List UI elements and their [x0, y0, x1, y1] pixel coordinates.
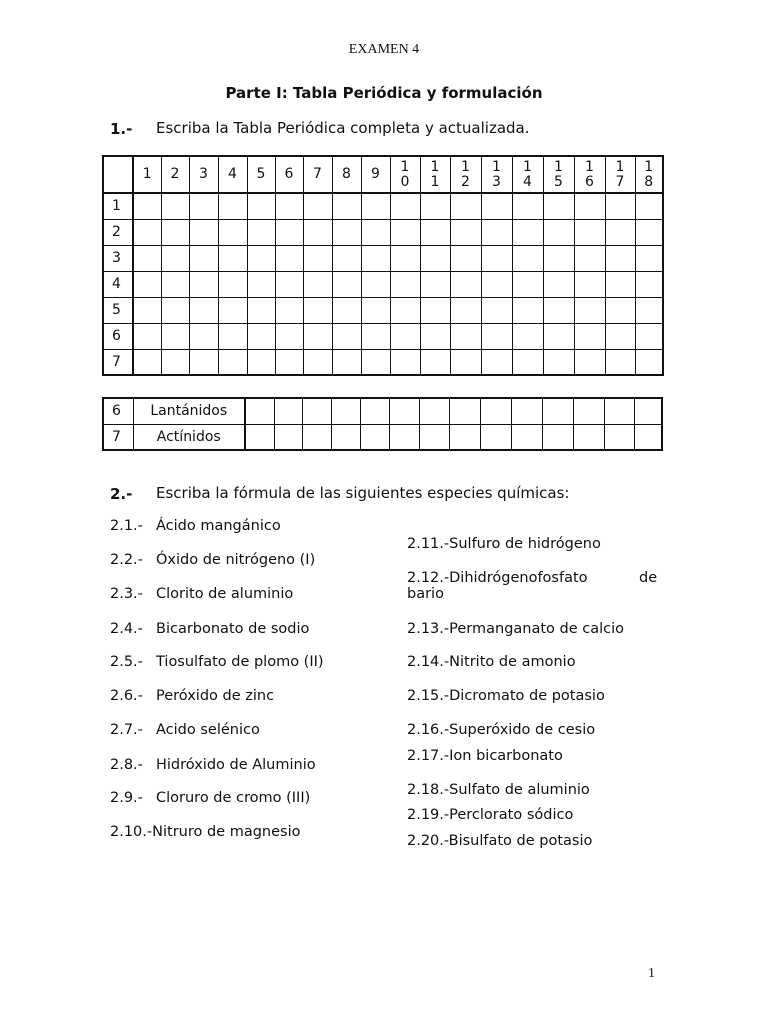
group-header — [481, 156, 512, 193]
group-header-label: 8 — [342, 166, 351, 182]
element-cell[interactable] — [161, 349, 189, 375]
group-header — [275, 156, 303, 193]
period-label: 1 — [103, 193, 133, 219]
element-cell[interactable] — [512, 193, 543, 219]
item-text: Ácido mangánico — [156, 518, 281, 534]
element-cell[interactable] — [450, 349, 481, 375]
f-element-cell[interactable] — [449, 424, 480, 450]
item-number: 2.8.- — [110, 757, 143, 773]
element-cell[interactable] — [161, 193, 189, 219]
element-cell[interactable] — [635, 323, 663, 349]
formula-item — [110, 824, 301, 840]
group-header-label: 16 — [585, 158, 594, 190]
f-element-cell[interactable] — [634, 424, 662, 450]
element-cell[interactable] — [420, 219, 450, 245]
element-cell[interactable] — [635, 219, 663, 245]
element-cell[interactable] — [574, 271, 605, 297]
question-2-text: Escriba la fórmula de las siguientes especies químicas: — [156, 484, 570, 502]
item-text: Nitrito de amonio — [449, 654, 576, 670]
group-header-label: 4 — [228, 166, 237, 182]
element-cell[interactable] — [275, 271, 303, 297]
element-cell[interactable] — [635, 245, 663, 271]
element-cell[interactable] — [420, 297, 450, 323]
item-number: 2.14.- — [407, 654, 450, 670]
group-header-label: 2 — [170, 166, 180, 182]
item-number: 2.13.- — [407, 621, 450, 637]
formula-item — [110, 688, 274, 704]
period-row — [103, 193, 663, 219]
element-cell[interactable] — [450, 219, 481, 245]
element-cell[interactable] — [574, 245, 605, 271]
element-cell[interactable] — [189, 271, 218, 297]
element-cell[interactable] — [635, 349, 663, 375]
item-text: Dicromato de potasio — [449, 688, 605, 704]
group-header — [218, 156, 247, 193]
group-header — [512, 156, 543, 193]
element-cell[interactable] — [605, 193, 635, 219]
group-header-label: 17 — [615, 158, 625, 190]
f-element-cell[interactable] — [419, 424, 449, 450]
element-cell[interactable] — [247, 245, 275, 271]
formula-item — [110, 586, 293, 602]
series-name: Lantánidos — [133, 398, 245, 424]
element-cell[interactable] — [247, 323, 275, 349]
element-cell[interactable] — [133, 219, 161, 245]
item-text: Sulfato de aluminio — [449, 782, 590, 798]
group-header-label: 1 — [142, 166, 152, 182]
element-cell[interactable] — [133, 271, 161, 297]
formula-item — [407, 536, 601, 552]
element-cell[interactable] — [189, 323, 218, 349]
f-element-cell[interactable] — [245, 398, 274, 424]
periodic-table-grid — [102, 155, 664, 376]
formula-item — [110, 722, 260, 738]
f-element-cell[interactable] — [573, 398, 604, 424]
element-cell[interactable] — [574, 193, 605, 219]
question-2 — [110, 484, 570, 503]
period-label: 7 — [103, 349, 133, 375]
element-cell[interactable] — [247, 193, 275, 219]
element-cell[interactable] — [361, 245, 390, 271]
group-header — [605, 156, 635, 193]
element-cell[interactable] — [303, 349, 332, 375]
series-name: Actínidos — [133, 424, 245, 450]
element-cell[interactable] — [218, 323, 247, 349]
item-text: Clorito de aluminio — [156, 586, 294, 602]
element-cell[interactable] — [420, 271, 450, 297]
group-header — [420, 156, 450, 193]
formula-item — [407, 621, 624, 637]
element-cell[interactable] — [635, 193, 663, 219]
element-cell[interactable] — [161, 245, 189, 271]
item-number: 2.15.- — [407, 688, 450, 704]
element-cell[interactable] — [133, 297, 161, 323]
group-header-label: 13 — [492, 158, 501, 190]
item-number: 2.11.- — [407, 536, 450, 552]
formula-item — [110, 621, 309, 637]
item-number: 2.18.- — [407, 782, 450, 798]
element-cell[interactable] — [605, 219, 635, 245]
series-period: 6 — [103, 398, 133, 424]
group-header — [133, 156, 161, 193]
part-title: Parte I: Tabla Periódica y formulación — [225, 84, 543, 102]
item-text: Nitruro de magnesio — [152, 824, 301, 840]
element-cell[interactable] — [574, 349, 605, 375]
group-header — [574, 156, 605, 193]
f-element-cell[interactable] — [360, 424, 389, 450]
element-cell[interactable] — [420, 349, 450, 375]
f-element-cell[interactable] — [480, 424, 511, 450]
element-cell[interactable] — [275, 245, 303, 271]
f-element-cell[interactable] — [604, 398, 634, 424]
item-text: Cloruro de cromo (III) — [156, 790, 311, 806]
element-cell[interactable] — [605, 245, 635, 271]
formula-item — [110, 552, 315, 568]
element-cell[interactable] — [390, 271, 420, 297]
item-text: Óxido de nitrógeno (I) — [156, 552, 316, 568]
group-header-label: 3 — [199, 166, 208, 182]
element-cell[interactable] — [543, 297, 574, 323]
element-cell[interactable] — [543, 349, 574, 375]
f-element-cell[interactable] — [331, 398, 360, 424]
page-number: 1 — [648, 966, 655, 981]
element-cell[interactable] — [218, 219, 247, 245]
element-cell[interactable] — [574, 297, 605, 323]
element-cell[interactable] — [390, 349, 420, 375]
element-cell[interactable] — [275, 349, 303, 375]
item-text: Hidróxido de Aluminio — [156, 757, 316, 773]
item-number: 2.7.- — [110, 722, 143, 738]
item-number: 2.3.- — [110, 586, 143, 602]
item-text: Peróxido de zinc — [156, 688, 275, 704]
element-cell[interactable] — [218, 349, 247, 375]
formula-item — [110, 654, 324, 670]
element-cell[interactable] — [420, 323, 450, 349]
element-cell[interactable] — [303, 219, 332, 245]
element-cell[interactable] — [189, 193, 218, 219]
element-cell[interactable] — [361, 219, 390, 245]
element-cell[interactable] — [390, 193, 420, 219]
element-cell[interactable] — [450, 193, 481, 219]
element-cell[interactable] — [247, 349, 275, 375]
formula-item — [407, 570, 658, 602]
element-cell[interactable] — [303, 271, 332, 297]
item-number: 2.19.- — [407, 807, 450, 823]
f-element-cell[interactable] — [480, 398, 511, 424]
f-element-cell[interactable] — [511, 398, 542, 424]
item-number: 2.2.- — [110, 552, 143, 568]
item-text: Superóxido de cesio — [449, 722, 596, 738]
element-cell[interactable] — [512, 219, 543, 245]
formula-item — [110, 757, 316, 773]
f-element-cell[interactable] — [302, 398, 331, 424]
element-cell[interactable] — [332, 245, 361, 271]
item-number: 2.17.- — [407, 748, 450, 764]
group-header — [189, 156, 218, 193]
element-cell[interactable] — [481, 271, 512, 297]
f-element-cell[interactable] — [302, 424, 331, 450]
element-cell[interactable] — [161, 271, 189, 297]
group-header — [303, 156, 332, 193]
element-cell[interactable] — [161, 297, 189, 323]
group-header — [635, 156, 663, 193]
period-label: 2 — [103, 219, 133, 245]
element-cell[interactable] — [332, 193, 361, 219]
question-1-text: Escriba la Tabla Periódica completa y actualizada. — [156, 119, 530, 137]
element-cell[interactable] — [361, 323, 390, 349]
formula-item — [407, 807, 573, 823]
period-row — [103, 323, 663, 349]
formula-item — [407, 748, 563, 764]
group-header-label: 18 — [644, 158, 654, 190]
f-element-cell[interactable] — [389, 424, 419, 450]
question-2-number: 2.- — [110, 485, 133, 503]
item-text: Ion bicarbonato — [449, 748, 563, 764]
item-number: 2.20.- — [407, 833, 449, 849]
item-number: 2.1.- — [110, 518, 143, 534]
f-element-cell[interactable] — [331, 424, 360, 450]
group-header — [543, 156, 574, 193]
period-row — [103, 297, 663, 323]
element-cell[interactable] — [332, 297, 361, 323]
element-cell[interactable] — [574, 323, 605, 349]
item-text: Bicarbonato de sodio — [156, 621, 310, 637]
f-element-cell[interactable] — [542, 398, 573, 424]
element-cell[interactable] — [450, 245, 481, 271]
question-1-number: 1.- — [110, 120, 133, 138]
item-number: 2.12.- — [407, 570, 450, 586]
f-element-cell[interactable] — [604, 424, 634, 450]
element-cell[interactable] — [574, 219, 605, 245]
formula-item — [407, 722, 595, 738]
item-text: Tiosulfato de plomo (II) — [156, 654, 324, 670]
f-element-cell[interactable] — [419, 398, 449, 424]
item-text-trailing: de — [639, 570, 658, 586]
group-header-label: 15 — [554, 158, 563, 190]
item-text: Permanganato de calcio — [449, 621, 625, 637]
f-element-cell[interactable] — [449, 398, 480, 424]
item-text: Bisulfato de potasio — [448, 833, 593, 849]
f-block-row — [103, 398, 662, 424]
element-cell[interactable] — [133, 193, 161, 219]
element-cell[interactable] — [635, 271, 663, 297]
element-cell[interactable] — [332, 219, 361, 245]
f-element-cell[interactable] — [542, 424, 573, 450]
element-cell[interactable] — [303, 297, 332, 323]
element-cell[interactable] — [189, 219, 218, 245]
element-cell[interactable] — [512, 271, 543, 297]
formula-item — [407, 833, 592, 849]
period-label: 4 — [103, 271, 133, 297]
element-cell[interactable] — [420, 245, 450, 271]
period-row — [103, 349, 663, 375]
element-cell[interactable] — [303, 245, 332, 271]
element-cell[interactable] — [481, 349, 512, 375]
element-cell[interactable] — [189, 297, 218, 323]
period-row — [103, 271, 663, 297]
element-cell[interactable] — [161, 323, 189, 349]
element-cell[interactable] — [390, 323, 420, 349]
item-text: Perclorato sódico — [449, 807, 574, 823]
f-block-row — [103, 424, 662, 450]
item-number: 2.6.- — [110, 688, 143, 704]
element-cell[interactable] — [275, 297, 303, 323]
element-cell[interactable] — [543, 219, 574, 245]
element-cell[interactable] — [605, 349, 635, 375]
element-cell[interactable] — [605, 323, 635, 349]
period-label: 6 — [103, 323, 133, 349]
element-cell[interactable] — [512, 245, 543, 271]
element-cell[interactable] — [133, 245, 161, 271]
f-element-cell[interactable] — [634, 398, 662, 424]
item-number: 2.9.- — [110, 790, 143, 806]
element-cell[interactable] — [543, 193, 574, 219]
group-header — [247, 156, 275, 193]
element-cell[interactable] — [332, 271, 361, 297]
element-cell[interactable] — [605, 297, 635, 323]
period-label: 5 — [103, 297, 133, 323]
period-row — [103, 219, 663, 245]
element-cell[interactable] — [450, 297, 481, 323]
element-cell[interactable] — [481, 245, 512, 271]
element-cell[interactable] — [390, 245, 420, 271]
element-cell[interactable] — [481, 193, 512, 219]
period-label: 3 — [103, 245, 133, 271]
element-cell[interactable] — [481, 297, 512, 323]
item-number: 2.4.- — [110, 621, 143, 637]
element-cell[interactable] — [189, 349, 218, 375]
group-header — [332, 156, 361, 193]
element-cell[interactable] — [390, 297, 420, 323]
element-cell[interactable] — [361, 349, 390, 375]
f-element-cell[interactable] — [389, 398, 419, 424]
element-cell[interactable] — [218, 193, 247, 219]
element-cell[interactable] — [189, 245, 218, 271]
element-cell[interactable] — [161, 219, 189, 245]
element-cell[interactable] — [481, 323, 512, 349]
item-text: Dihidrógenofosfato — [449, 570, 588, 586]
element-cell[interactable] — [361, 193, 390, 219]
question-1 — [110, 119, 530, 138]
element-cell[interactable] — [275, 323, 303, 349]
group-header-label: 10 — [400, 158, 410, 190]
formula-item — [407, 782, 590, 798]
group-header-label: 5 — [256, 166, 266, 182]
table-corner-cell — [103, 156, 133, 193]
element-cell[interactable] — [303, 193, 332, 219]
element-cell[interactable] — [275, 193, 303, 219]
f-element-cell[interactable] — [245, 424, 274, 450]
element-cell[interactable] — [450, 323, 481, 349]
group-header-label: 7 — [313, 166, 322, 182]
group-header — [390, 156, 420, 193]
f-block-grid — [102, 397, 663, 451]
element-cell[interactable] — [218, 271, 247, 297]
element-cell[interactable] — [512, 349, 543, 375]
element-cell[interactable] — [543, 245, 574, 271]
element-cell[interactable] — [605, 271, 635, 297]
element-cell[interactable] — [133, 323, 161, 349]
item-text: Sulfuro de hidrógeno — [449, 536, 601, 552]
f-element-cell[interactable] — [360, 398, 389, 424]
group-header — [450, 156, 481, 193]
element-cell[interactable] — [247, 219, 275, 245]
element-cell[interactable] — [247, 271, 275, 297]
group-header-label: 14 — [523, 158, 532, 190]
formula-item — [407, 654, 576, 670]
element-cell[interactable] — [450, 271, 481, 297]
f-element-cell[interactable] — [274, 398, 302, 424]
group-header-label: 9 — [371, 166, 380, 182]
element-cell[interactable] — [303, 323, 332, 349]
element-cell[interactable] — [512, 323, 543, 349]
f-element-cell[interactable] — [511, 424, 542, 450]
element-cell[interactable] — [543, 271, 574, 297]
series-period: 7 — [103, 424, 133, 450]
element-cell[interactable] — [361, 271, 390, 297]
f-element-cell[interactable] — [274, 424, 302, 450]
formula-item — [407, 688, 605, 704]
item-number: 2.16.- — [407, 722, 450, 738]
group-header — [361, 156, 390, 193]
f-element-cell[interactable] — [573, 424, 604, 450]
group-header — [161, 156, 189, 193]
element-cell[interactable] — [332, 349, 361, 375]
item-number: 2.5.- — [110, 654, 143, 670]
group-header-label: 6 — [284, 166, 294, 182]
element-cell[interactable] — [332, 323, 361, 349]
element-cell[interactable] — [512, 297, 543, 323]
exam-title: EXAMEN 4 — [348, 42, 420, 57]
element-cell[interactable] — [218, 297, 247, 323]
group-header-label: 12 — [461, 158, 470, 190]
element-cell[interactable] — [275, 219, 303, 245]
item-number: 2.10.- — [110, 824, 153, 840]
element-cell[interactable] — [481, 219, 512, 245]
element-cell[interactable] — [420, 193, 450, 219]
period-row — [103, 245, 663, 271]
element-cell[interactable] — [635, 297, 663, 323]
element-cell[interactable] — [390, 219, 420, 245]
formula-item — [110, 518, 281, 534]
element-cell[interactable] — [543, 323, 574, 349]
element-cell[interactable] — [247, 297, 275, 323]
item-text: Acido selénico — [156, 722, 260, 738]
group-header-label: 11 — [430, 158, 440, 190]
element-cell[interactable] — [133, 349, 161, 375]
element-cell[interactable] — [361, 297, 390, 323]
formula-item — [110, 790, 310, 806]
element-cell[interactable] — [218, 245, 247, 271]
item-text-continuation: bario — [407, 586, 444, 602]
